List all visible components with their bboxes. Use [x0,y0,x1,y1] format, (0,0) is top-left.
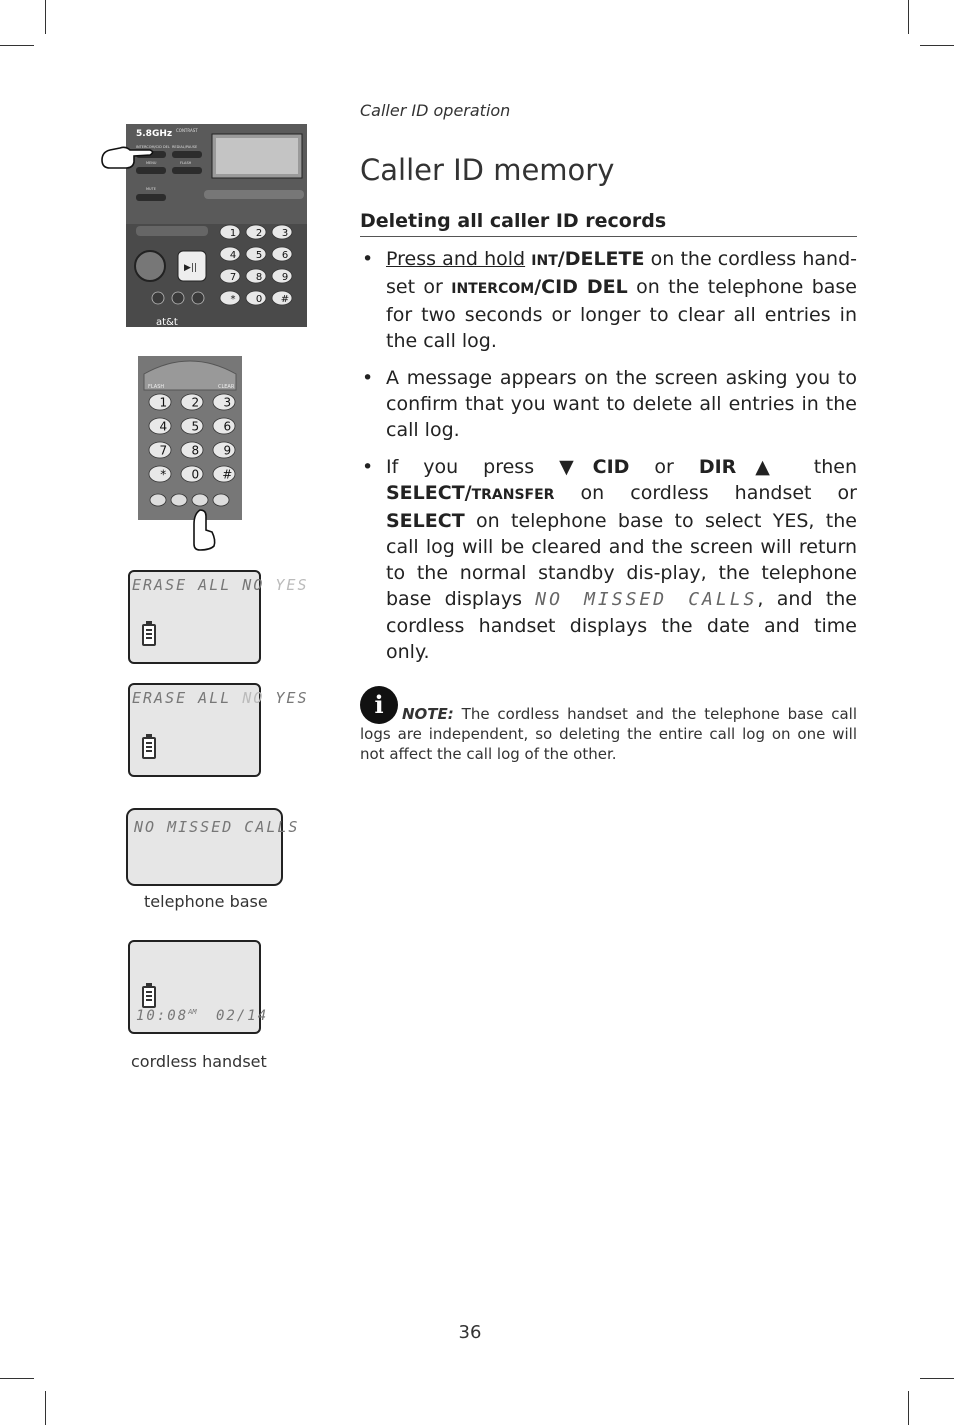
page-number: 36 [458,1322,482,1343]
key-transfer: TRANSFER [471,487,555,503]
keypad-key-label: 2 [191,395,200,410]
note-label: NOTE: [402,705,454,723]
svg-text:▶||: ▶|| [184,263,197,273]
keypad-key-label: 3 [223,395,232,410]
note-text: The cordless handset and the telephone base call logs are independent, so deleting the entire call log on one will not affect the call log of the other. [360,705,857,763]
lcd-handset-standby [128,940,269,1034]
lcd-erase-all-no [128,570,309,664]
keypad-key-label: 4 [229,249,237,261]
telephone-base-figure [100,122,310,330]
key-select: SELECT/ [386,482,472,504]
contrast-label: CONTRAST [176,128,198,133]
keypad-key-label: 5 [255,249,263,261]
key-cid-del: /CID DEL [534,276,628,298]
handset-clear-label: CLEAR [218,384,235,390]
keypad-key-label: # [280,293,290,305]
key-int: INT [531,253,558,269]
crop-mark [920,45,954,46]
instruction-list [360,246,857,676]
key-select-base: SELECT [386,510,465,532]
crop-mark [908,0,909,34]
ghz-label: 5.8GHz [136,129,173,139]
keypad-key-label: 6 [281,249,289,261]
lcd-text-dim: YES [275,576,309,594]
crop-mark [920,1378,954,1379]
keypad-key-label: 7 [159,443,168,458]
crop-mark [0,45,34,46]
body-text: or [629,456,699,478]
keypad-key-label: 6 [223,419,232,434]
lcd-time: 10:08 [136,1008,189,1024]
intercom-label: INTERCOM/CID DEL [136,145,170,149]
body-text: on the telephone base for two seconds or longer to clear all entries in the call log. [386,276,857,352]
lcd-text: ERASE ALL NO [132,576,276,594]
keypad-key-label: 8 [255,271,263,283]
keypad-key-label: 8 [191,443,200,458]
page-title: Caller ID memory [360,153,615,187]
handset-flash-label: FLASH [148,384,165,390]
body-text: on the cordless hand-set or [386,248,857,298]
lcd-date: 02/14 [216,1008,269,1024]
keypad-key-label: 0 [255,293,263,305]
redial-label: REDIAL/PAUSE [172,145,198,149]
caption-telephone-base: telephone base [144,892,268,911]
brand-label: at&t [156,317,178,328]
key-intercom: INTERCOM [451,281,535,297]
body-text: on cordless handset or [554,482,857,504]
keypad-key-label: 0 [191,467,200,482]
keypad-key-label: 1 [159,395,168,410]
menu-label: MENU [146,161,157,165]
keypad-key-label: 4 [159,419,168,434]
lcd-text: ERASE ALL [132,689,243,707]
body-text: on telephone base to select YES, the call log will be cleared and the screen will return to the normal standby dis-play, the telephone base displays [386,510,857,610]
note-block [360,686,857,764]
keypad-key-label: 2 [255,227,263,239]
key-cid: ▼CID [559,456,630,478]
keypad-key-label: 1 [229,227,237,239]
body-text: If you press [386,456,560,478]
lcd-text: YES [264,689,309,707]
section-label: Caller ID operation [360,101,511,120]
subheading: Deleting all caller ID records [360,210,857,237]
battery-icon [142,624,156,646]
keypad-key-label: 9 [223,443,232,458]
lcd-ampm: AM [188,1008,197,1016]
lcd-no-missed-calls [126,808,300,886]
battery-icon [142,986,156,1008]
keypad-key-label: * [230,293,236,305]
list-item: • A message appears on the screen asking you to confirm that you want to delete all entries in the call log. [360,365,857,443]
list-item [360,454,857,665]
keypad-key-label: 5 [191,419,200,434]
key-delete: /DELETE [557,248,645,270]
lcd-text-dim: NO [242,689,265,707]
list-item [360,246,857,354]
body-text: then [788,456,858,478]
keypad-key-label: # [222,467,233,482]
handset-figure [136,354,248,554]
mute-label: MUTE [146,187,156,191]
press-hold-text: Press and hold [386,248,526,270]
crop-mark [45,1391,46,1425]
keypad-key-label: 7 [229,271,237,283]
flash-label: FLASH [180,161,192,165]
battery-icon [142,737,156,759]
crop-mark [908,1391,909,1425]
keypad-key-label: * [160,467,167,482]
info-icon: i [360,686,398,724]
lcd-text: NO MISSED CALLS [134,818,300,836]
crop-mark [45,0,46,34]
lcd-inline-message: NO MISSED CALLS [535,589,758,610]
caption-cordless-handset: cordless handset [131,1052,267,1071]
crop-mark [0,1378,34,1379]
body-text: , and the cordless handset displays the date and time only. [386,588,857,663]
keypad-key-label: 9 [281,271,289,283]
key-dir: DIR▲ [698,456,789,478]
keypad-key-label: 3 [281,227,289,239]
lcd-erase-all-yes [128,683,309,777]
